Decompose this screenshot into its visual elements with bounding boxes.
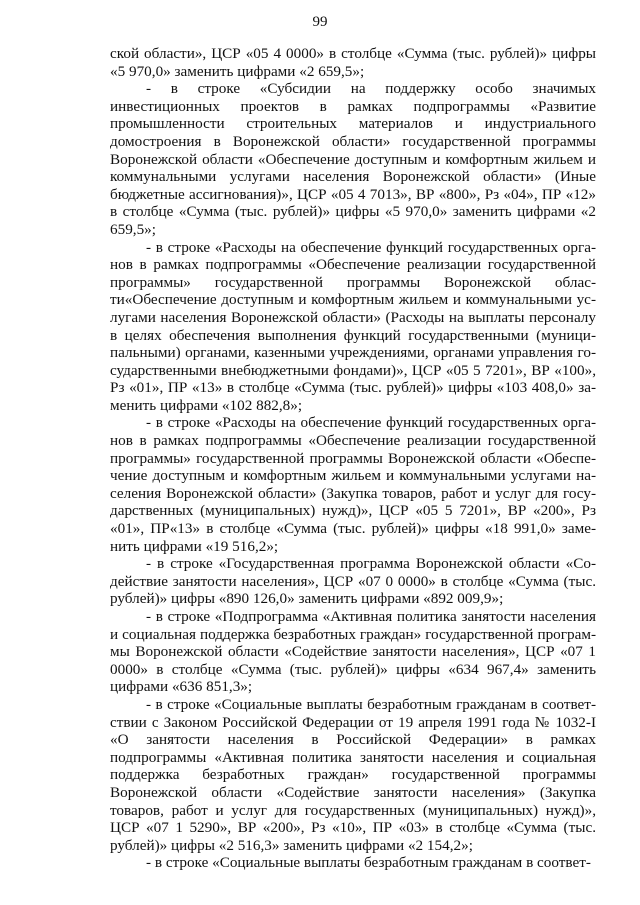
- paragraph-expenses-personnel: - в строке «Расходы на обеспечение функций государственных органов в рамках подпрограммы «Обеспечение реализации государственной программы» государственной программы Воронежской области«Обеспечение доступным и комфортным жильем и коммунальными услугами населения Воронежской области» (Расходы на выплаты персоналу в целях обеспечения выполнения функций государственными (муниципальными) органами, казенными учреждениями, органами управления государственными внебюджетными фондами)», ЦСР «05 5 7201», ВР «100», Рз «01», ПР «13» в столбце «Сумма (тыс. рублей)» цифры «103 408,0» заменить цифрами «102 882,8»;: [110, 238, 596, 414]
- paragraph-expenses-procurement: - в строке «Расходы на обеспечение функций государственных органов в рамках подпрограммы «Обеспечение реализации государственной программы» государственной программы Воронежской области «Обеспечение доступным и комфортным жильем и коммунальными услугами населения Воронежской области» (Закупка товаров, работ и услуг для государственных (муниципальных) нужд)», ЦСР «05 5 7201», ВР «200», Рз «01», ПР«13» в столбце «Сумма (тыс. рублей)» цифры «18 991,0» заменить цифрами «19 516,2»;: [110, 414, 596, 555]
- page-number: 99: [312, 14, 328, 30]
- paragraph-social-payments-procurement: - в строке «Социальные выплаты безработным гражданам в соответствии с Законом Российской Федерации от 19 апреля 1991 года № 1032-I «О занятости населения в Российской Федерации» в рамках подпрограммы «Активная политика занятости населения и социальная поддержка безработных граждан» государственной программы Воронежской области «Содействие занятости населения» (Закупка товаров, работ и услуг для государственных (муниципальных) нужд)», ЦСР «07 1 5290», ВР «200», Рз «10», ПР «03» в столбце «Сумма (тыс. рублей)» цифры «2 516,3» заменить цифрами «2 154,2»;: [110, 695, 596, 854]
- paragraph-continuation: ской области», ЦСР «05 4 0000» в столбце «Сумма (тыс. рублей)» цифры «5 970,0» заменить цифрами «2 659,5»;: [110, 45, 596, 80]
- paragraph-social-payments-continued: - в строке «Социальные выплаты безработным гражданам в соответ-: [146, 854, 591, 872]
- paragraph-subprogram-active-policy: - в строке «Подпрограмма «Активная политика занятости населения и социальная поддержка безработных граждан» государственной программы Воронежской области «Содействие занятости населения», ЦСР «07 1 0000» в столбце «Сумма (тыс. рублей)» цифры «634 967,4» заменить цифрами «636 851,3»;: [110, 608, 596, 696]
- document-body: [110, 45, 596, 872]
- paragraph-state-program-employment: - в строке «Государственная программа Воронежской области «Содействие занятости населения», ЦСР «07 0 0000» в столбце «Сумма (тыс. рублей)» цифры «890 126,0» заменить цифрами «892 009,9»;: [110, 555, 596, 608]
- paragraph-subsidies: - в строке «Субсидии на поддержку особо значимых инвестиционных проектов в рамках подпрограммы «Развитие промышленности строительных материалов и индустриального домостроения в Воронежской области» государственной программы Воронежской области «Обеспечение доступным и комфортным жильем и коммунальными услугами населения Воронежской области» (Иные бюджетные ассигнования)», ЦСР «05 4 7013», ВР «800», Рз «04», ПР «12» в столбце «Сумма (тыс. рублей)» цифры «5 970,0» заменить цифрами «2 659,5»;: [110, 80, 596, 238]
